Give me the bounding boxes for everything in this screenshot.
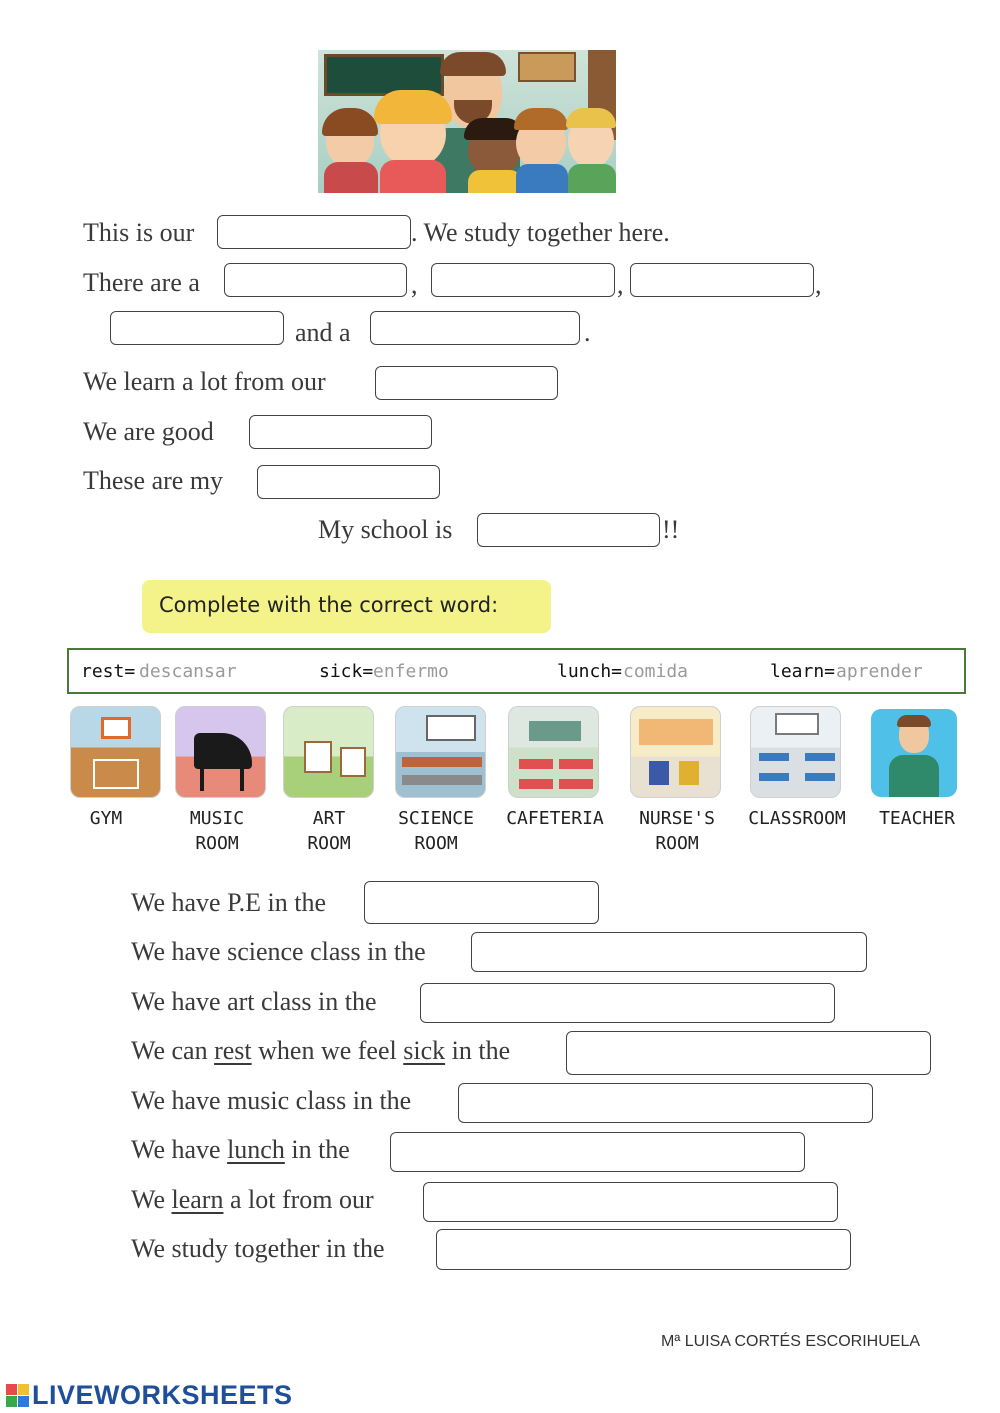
liveworksheets-logo-icon (6, 1384, 30, 1408)
instruction-text: Complete with the correct word: (159, 593, 499, 617)
question-8: We study together in the (131, 1234, 385, 1263)
question-1: We have P.E in the (131, 888, 327, 917)
comma: , (411, 270, 418, 299)
question-6: We have lunch in the (131, 1135, 350, 1164)
underlined-word-learn: learn (171, 1185, 224, 1214)
vocab-word: lunch= (557, 661, 623, 682)
question-2: We have science class in the (131, 937, 426, 966)
answer-input-8[interactable] (249, 415, 432, 449)
and-a-text: and a (295, 318, 351, 347)
header-illustration (318, 50, 616, 193)
answer-input-2[interactable] (224, 263, 407, 297)
underlined-word-rest: rest (214, 1036, 252, 1065)
answer-input-15[interactable] (458, 1083, 873, 1123)
question-3: We have art class in the (131, 987, 377, 1016)
answer-input-18[interactable] (436, 1229, 851, 1270)
caption-nurses-room: NURSE'S ROOM (639, 808, 715, 854)
science-room-image (395, 706, 486, 798)
exclamation: !! (662, 515, 680, 544)
caption-gym: GYM (89, 808, 123, 829)
vocab-meaning: descansar (139, 661, 237, 682)
sentence-2-start: There are a (83, 268, 200, 297)
answer-input-1[interactable] (217, 215, 411, 249)
answer-input-11[interactable] (364, 881, 599, 924)
comma: , (617, 270, 624, 299)
caption-teacher: TEACHER (879, 808, 955, 829)
vocabulary-box (67, 648, 966, 694)
nurses-room-image (630, 706, 721, 798)
answer-input-6[interactable] (370, 311, 580, 345)
question-7: We learn a lot from our (131, 1185, 374, 1214)
caption-classroom: CLASSROOM (748, 808, 846, 829)
answer-input-14[interactable] (566, 1031, 931, 1075)
answer-input-10[interactable] (477, 513, 660, 547)
answer-input-12[interactable] (471, 932, 867, 972)
answer-input-16[interactable] (390, 1132, 805, 1172)
answer-input-3[interactable] (431, 263, 615, 297)
answer-input-13[interactable] (420, 983, 835, 1023)
underlined-word-lunch: lunch (227, 1135, 285, 1164)
comma: , (815, 270, 822, 299)
caption-music-room: MUSIC ROOM (189, 808, 245, 854)
vocab-word: rest= (81, 661, 136, 682)
vocab-word: learn= (770, 661, 836, 682)
vocab-meaning: aprender (836, 661, 923, 682)
answer-input-9[interactable] (257, 465, 440, 499)
question-4: We can rest when we feel sick in the (131, 1036, 511, 1065)
teacher-image (871, 709, 957, 797)
cork-board (518, 52, 576, 82)
vocab-word: sick= (319, 661, 374, 682)
caption-science-room: SCIENCE ROOM (398, 808, 474, 854)
author-credit: Mª LUISA CORTÉS ESCORIHUELA (661, 1333, 921, 1350)
sentence-4: We learn a lot from our (83, 367, 326, 396)
gym-image (70, 706, 161, 798)
period: . (584, 318, 591, 347)
classroom-image (750, 706, 841, 798)
question-5: We have music class in the (131, 1086, 412, 1115)
sentence-5: We are good (83, 417, 214, 446)
brand-wordmark[interactable]: LIVEWORKSHEETS (32, 1380, 293, 1410)
caption-cafeteria: CAFETERIA (506, 808, 604, 829)
cafeteria-image (508, 706, 599, 798)
instruction-box (142, 580, 551, 633)
underlined-word-sick: sick (403, 1036, 446, 1065)
sentence-7: My school is (318, 515, 453, 544)
answer-input-7[interactable] (375, 366, 558, 400)
answer-input-17[interactable] (423, 1182, 838, 1222)
vocab-meaning: comida (623, 661, 689, 682)
caption-art-room: ART ROOM (307, 808, 351, 854)
vocab-meaning: enfermo (373, 661, 449, 682)
sentence-1-start: This is our (83, 218, 195, 247)
art-room-image (283, 706, 374, 798)
sentence-1-end: . We study together here. (411, 218, 670, 247)
answer-input-5[interactable] (110, 311, 284, 345)
sentence-6: These are my (83, 466, 224, 495)
music-room-image (175, 706, 266, 798)
answer-input-4[interactable] (630, 263, 814, 297)
